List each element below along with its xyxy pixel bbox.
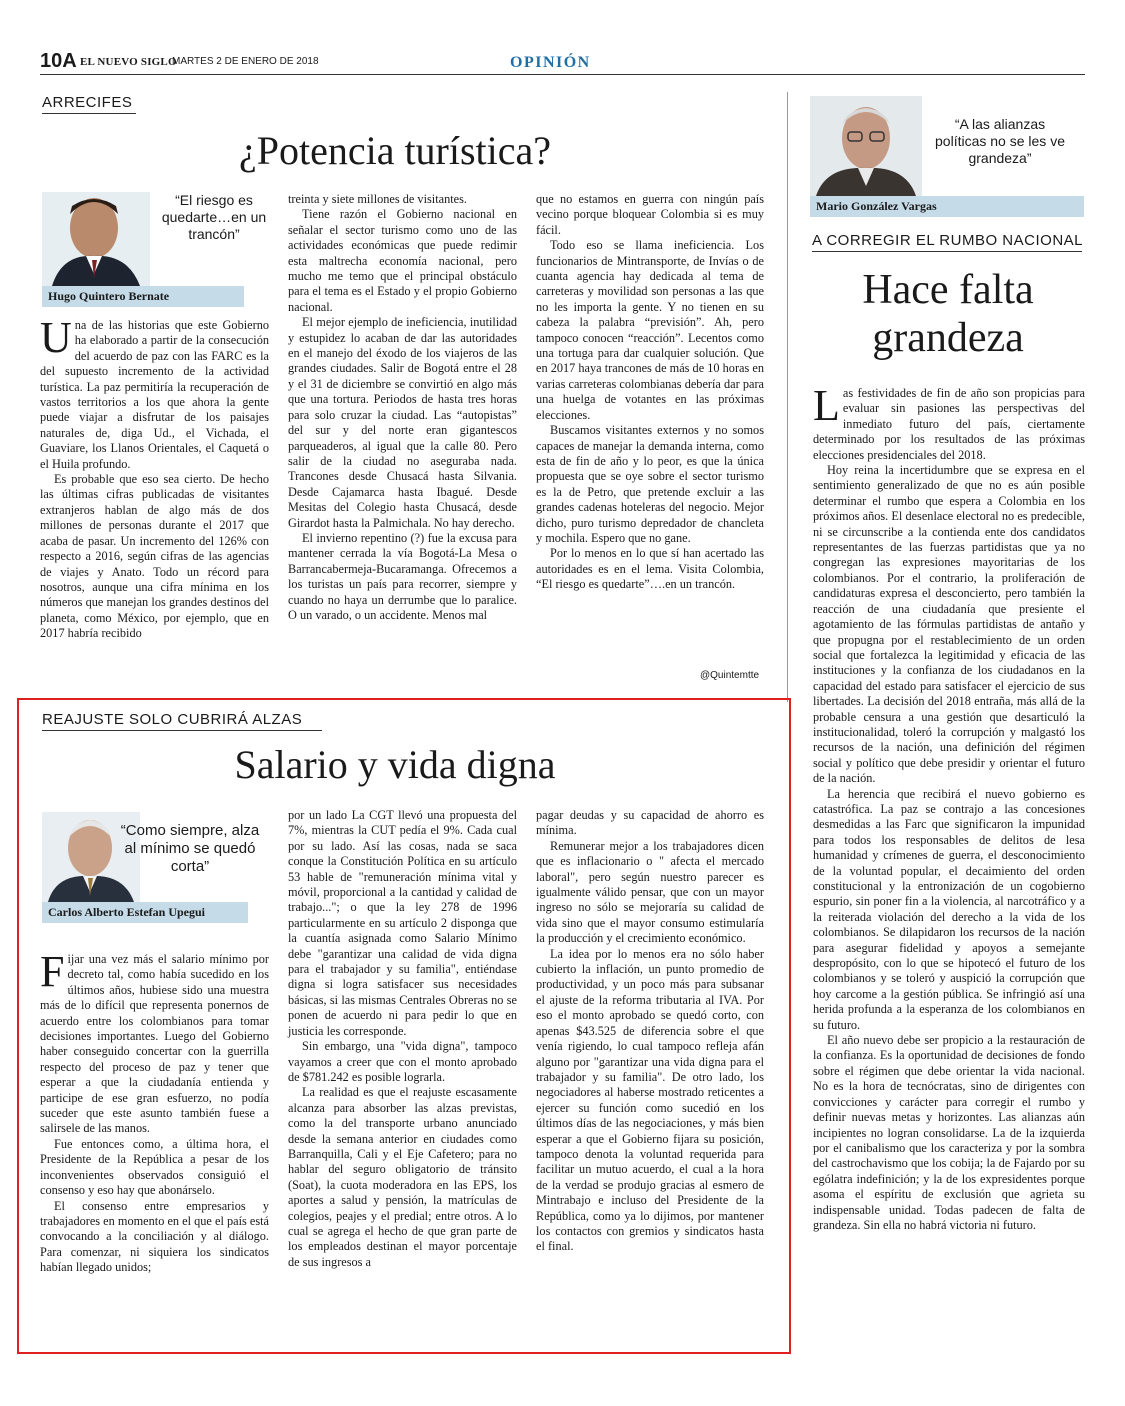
paragraph: Todo eso se llama ineficiencia. Los funcionarios de Mintransporte, de Invías o de cuanta agencia hay dedicada al tema de carreteras y movilidad son personas a las que no les importa la gente. Y no tienen en su cabeza la palabra “previsión”. Ah, pero tampoco conocen “reacción”. Lecentos como una tortuga para dar cualquier solución. Que en 2017 haya trancones de más de 10 horas en varias carreteras colombianas debería dar para una huelga de votantes en las próximas elecciones. [536, 238, 764, 422]
article2-quote: “A las alianzas políticas no se les ve grandeza” [935, 116, 1065, 166]
article1-kicker: ARRECIFES [42, 94, 136, 114]
paragraph: Remunerar mejor a los trabajadores dicen que es inflacionario o " afecta el mercado laboral", pero según nuestro parecer es igualmente válido pensar, que con un mayor ingreso no sólo se mejoraría su calidad de vida sino que el mayor consumo estimularía la producción y el crecimiento económico. [536, 838, 764, 946]
paragraph: as festividades de fin de año son propicias para evaluar sin pasiones las perspectivas del inmediato futuro del país, ciertamente determinado por los resultados de las próximas elecciones presidenciales del 2018. [813, 386, 1085, 462]
paragraph: La realidad es que el reajuste escasamente alcanza para absorber las alzas previstas, como la del transporte urbano anunciado desde la semana anterior en ciudades como Barranquilla, Cali y el Eje Cafetero; para no hablar del seguro obligatorio de tránsito (Soat), la cuota moderadora en las EPS, los aportes a salud y pensión, la matrículas de colegios, peajes y el predial; entre otros. A lo cual se agrega el hecho de que gran parte de los empleados destinan el mayor porcentaje de sus ingresos a [288, 1085, 517, 1269]
paragraph: La idea por lo menos era no sólo haber cubierto la inflación, un punto promedio de productividad, y un poco más para subsanar el ajuste de la reforma tributaria al IVA. Por eso el monto aprobado se quedó corto, con apenas $43.525 de diferencia sobre el que venía rigiendo, lo cual tampoco refleja afán alguno por "garantizar una vida digna para el trabajador y su familia". De otro lado, los negociadores al haberse mostrado reticentes a ejercer su función como sucedió en los últimos días de las negociaciones, y más bien esperar a que el Gobierno fijara su posición, tampoco denota la voluntad requerida para facilitar un mutuo acuerdo, el cual a la hora de la verdad se produjo gracias al esmero de Mintrabajo e incluso del Presidente de la República, como ya lo dijimos, por mantener los contactos con gremios y sindicatos hasta el final. [536, 946, 764, 1254]
paragraph: La herencia que recibirá el nuevo gobierno es catastrófica. La paz se contrajo a las concesiones desmedidas a las Farc que significaron la impunidad para todos los responsables de delitos de lesa humanidad y crímenes de guerra, el desconocimiento de la voluntad popular, el decaimiento del orden constitucional y la entronización de un cogobierno espurio, sin poner fin a la violencia, al narcotráfico y a la reiterada violación del derecho a la vida de los colombianos. Se dilapidaron los recursos de la nación para asegurar fidelidad y apoyos a semejante despropósito, con lo que se hipotecó el futuro de los colombianos y se toleró y auspició la corrupción que hoy carcome a la gestión pública. Se infringió así una herida profunda a la esperanza de los colombianos en su futuro. [813, 786, 1085, 1032]
paragraph: El año nuevo debe ser propicio a la restauración de la confianza. Es la oportunidad de decisiones de fondo sobre el régimen que debe orientar la vida nacional. No es la hora de tecnócratas, sino de dirigentes con convicciones y carácter para corregir el rumbo y definir nuevas metas y horizontes. Las alianzas aún incipientes no logran consolidarse. La de la izquierda por el canibalismo que los caracteriza y por la sombra del castrochavismo que los cobija; la de Fajardo por su ególatra indefinición; y la de los expresidentes porque asoma el espíritu de exclusión que agrieta su indispensable unidad. Todas padecen de falta de grandeza. Sin ella no habrá victoria ni futuro. [813, 1033, 1085, 1232]
article2-body [813, 381, 1085, 1233]
article3-column-2 [288, 808, 517, 1270]
paragraph: El invierno repentino (?) fue la excusa para mantener cerrada la vía Bogotá-La Mesa o Barrancabermeja-Bucaramanga. Ofrecemos a los turistas un país para recorrer, siempre y cuando no haya un derrumbe que lo paralice. O un varado, o un accidente. Menos mal [288, 530, 517, 622]
dropcap: U [40, 313, 72, 362]
paragraph: Por lo menos en lo que sí han acertado las autoridades es en el lema. Visita Colombia, “El riesgo es quedarte”….en un trancón. [536, 546, 764, 592]
article1-column-2 [288, 192, 517, 623]
paragraph: Fue entonces como, a última hora, el Presidente de la República a pesar de los inconvenientes observados consiguió el consenso y eso hay que abonárselo. [40, 1136, 269, 1198]
paragraph: El consenso entre empresarios y trabajadores en momento en el que el país está convocando a la conciliación y al diálogo. Para comenzar, ni siquiera los sindicatos habían llegado unidos; [40, 1198, 269, 1275]
paragraph: que no estamos en guerra con ningún país vecino porque bloquear Colombia si es muy fácil. [536, 192, 764, 237]
newspaper-name: EL NUEVO SIGLO [80, 56, 177, 68]
article1-author: Hugo Quintero Bernate [42, 286, 244, 307]
article2-kicker: A CORREGIR EL RUMBO NACIONAL [812, 232, 1082, 252]
page-number: 10A [40, 50, 77, 72]
author-handle: @Quintemtte [700, 670, 760, 681]
article3-author: Carlos Alberto Estefan Upegui [42, 902, 248, 923]
article3-quote: “Como siempre, alza al mínimo se quedó corta” [120, 822, 260, 875]
paragraph: Hoy reina la incertidumbre que se expresa en el sentimiento generalizado de que no es aún posible determinar el rumbo que espera a Colombia en los próximos años. El desenlace electoral no es predecible, ni se circunscribe a la contienda ente dos candidatos representantes de las fuerzas partidistas que ya no congregan las expresiones mayoritarias de los colombianos. Por el contrario, la proliferación de candidaturas expresa el desconcierto, pero también la reacción de una ciudadanía que presiente el agotamiento de las fórmulas partidistas de antaño y que propugna por el restablecimiento de un orden social que fortalezca la legitimidad y eficacia de las instituciones y la confianza de los ciudadanos en la capacidad del estado para satisfacer el ejercicio de sus libertades. La decisión del 2018 entraña, más allá de la probable censura a una gestión que desarticuló la institucionalidad, toleró la corrupción y malgastó los recursos de la nación, una definición del régimen social y político que debe presidir y orientar el futuro de la nación. [813, 463, 1085, 786]
paragraph: El mejor ejemplo de ineficiencia, inutilidad y estupidez lo acaban de dar las autoridades en el manejo del éxodo de los viajeros de las grandes ciudades. Salir de Bogotá entre el 28 y el 31 de diciembre se convirtió en algo más que una tortura. Periodos de hasta tres horas para solo cruzar la ciudad. Las “autopistas” del sur y del norte eran gigantescos parqueaderos, al igual que la calle 80. Pero salir de la ciudad no aseguraba nada. Trancones desde Chusacá hasta Silvania. Desde Cajamarca hasta Ibagué. Desde Mesitas del Colegio hasta Chusacá, desde Girardot hasta la Palmichala. No hay derecho. [288, 315, 517, 530]
article2-author: Mario González Vargas [810, 196, 1084, 217]
article1-column-1 [40, 313, 269, 642]
paragraph: ijar una vez más el salario mínimo por decreto tal, como había sucedido en los últimos años, hubiese sido una muestra más de lo difícil que representa ponernos de acuerdo entre los colombianos para tomar decisiones importantes. Luego del Gobierno haber conseguido concertar con la guerrilla respecto del proceso de paz y tener que esperar a que la ciudadanía entienda y participe de ese gran esfuerzo, no podía suceder que este asunto también fuese a salirsele de las manos. [40, 952, 269, 1136]
article1-quote: “El riesgo es quedarte…en un trancón” [161, 192, 267, 242]
article3-title: Salario y vida digna [234, 742, 556, 787]
section-title: OPINIÓN [510, 54, 591, 71]
article3-column-1 [40, 947, 269, 1276]
dropcap: F [40, 947, 65, 996]
column-divider [787, 92, 788, 702]
issue-date: MARTES 2 DE ENERO DE 2018 [172, 56, 319, 67]
article1-title: ¿Potencia turística? [238, 128, 552, 173]
title-line: Hace falta [862, 267, 1034, 313]
author-photo-mario [810, 96, 922, 196]
article3-column-3 [536, 808, 764, 1255]
paragraph: treinta y siete millones de visitantes. [288, 192, 467, 206]
paragraph: Es probable que eso sea cierto. De hecho las últimas cifras publicadas de visitantes extranjeros hablan de algo más de dos millones de personas durante el 2017 que acaba de pasar. Un incremento del 126% con respecto a 2016, según cifras de las agencias de viajes y Anato. Todo un récord para nosotros, aunque una cifra mínima en los números que manejan los grandes destinos del planeta, como México, por ejemplo, que en 2017 habría recibido [40, 472, 269, 641]
article2-title [812, 266, 1084, 363]
paragraph: por un lado La CGT llevó una propuesta del 7%, mientras la CUT pedía el 9%. Cada cual por su lado. Así las cosas, nada se saca conque la Constitución Política en su artículo 53 hable de "remuneración mínima vital y móvil, proporcional a la cantidad y calidad de trabajo..."; o que la ley 278 de 1996 particularmente en su artículo 2 disponga que la cuantía asignada como Salario Mínimo debe "garantizar una calidad de vida digna para el trabajador y su familia", entiéndase digna si logra satisfacer sus necesidades básicas, si las mismas Centrales Obreras no se ponen de acuerdo ni para pedir lo que en justicia les corresponde. [288, 808, 517, 1038]
author-photo-hugo [42, 192, 150, 286]
paragraph: Sin embargo, una "vida digna", tampoco vayamos a creer que con el monto aprobado de $781.242 es posible lograrla. [288, 1039, 517, 1084]
paragraph: na de las historias que este Gobierno ha elaborado a partir de la consecución del acuerdo de paz con las FARC es la del supuesto incremento de la actividad turística. La paz permitiría la recuperación de vastos territorios a los que ahora la gente puede viajar a disfrutar de los paisajes naturales de, diga Ud., el Vichada, el Guaviare, los Llanos Orientales, el Caquetá o el Huila profundo. [40, 318, 269, 471]
paragraph: pagar deudas y su capacidad de ahorro es mínima. [536, 808, 764, 838]
header-rule [40, 74, 1085, 75]
dropcap: L [813, 381, 840, 430]
article3-kicker: REAJUSTE SOLO CUBRIRÁ ALZAS [42, 711, 322, 731]
article1-column-3 [536, 192, 764, 593]
paragraph: Buscamos visitantes externos y no somos capaces de manejar la demanda interna, como esta de fin de año y lo peor, es que la única propuesta que se oye sobre el sector turismo es la de Petro, que pretende excluir a las grandes cadenas hoteleras del negocio. Mejor dicho, puro turismo depredador de chancleta y mochila. Espero que no gane. [536, 423, 764, 545]
title-line: grandeza [872, 315, 1024, 362]
paragraph: Tiene razón el Gobierno nacional en señalar el sector turismo como uno de las actividades económicas que puede redimir esta maltrecha economía nacional, pero mucho me temo que el principal obstáculo para el tema es el Estado y el propio Gobierno nacional. [288, 207, 517, 314]
